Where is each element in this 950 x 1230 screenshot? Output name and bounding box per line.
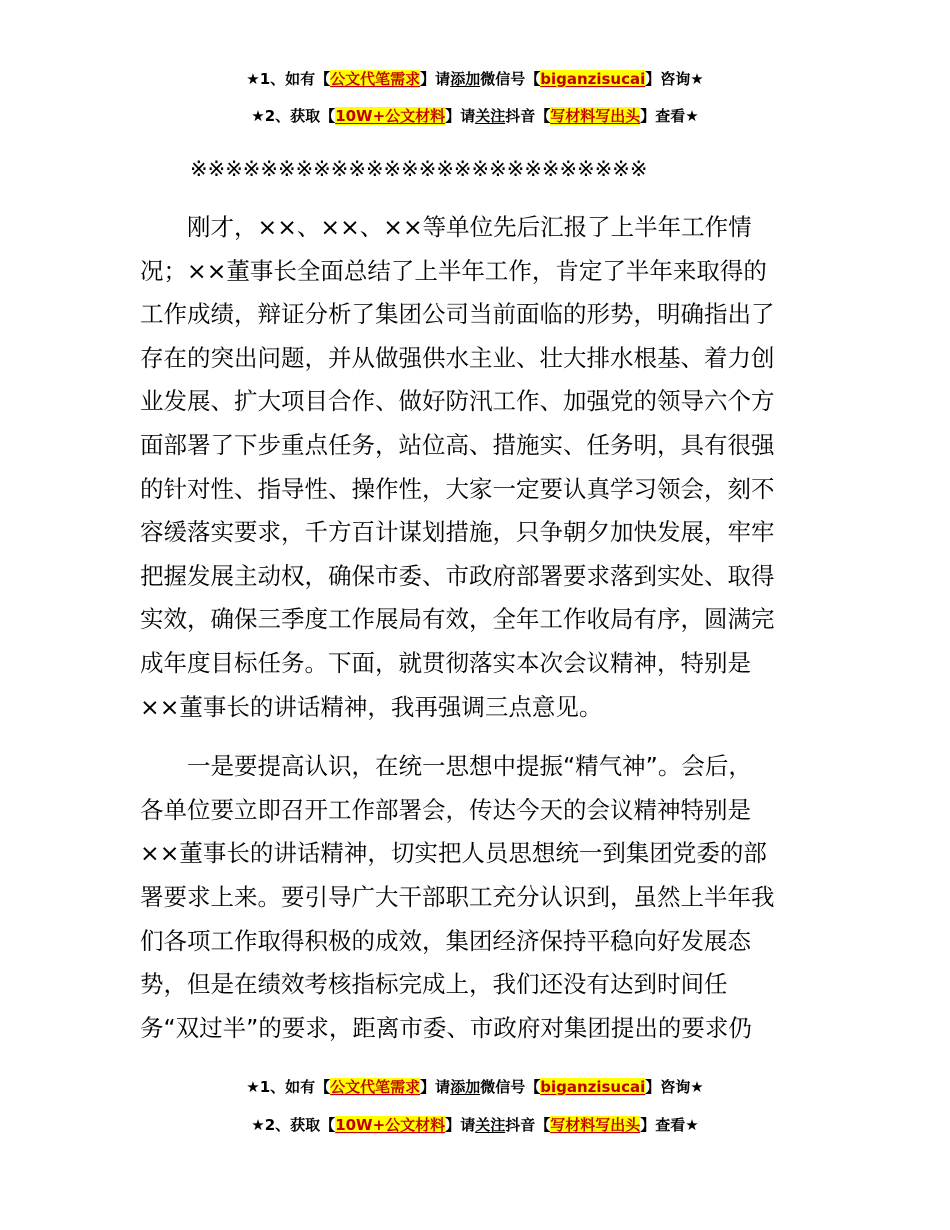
paragraph-line: 署要求上来。要引导广大干部职工充分认识到，虽然上半年我 — [140, 882, 775, 911]
highlight-wechat-id: biganzisucai — [540, 1078, 646, 1096]
highlight-douyin: 写材料写出头 — [550, 107, 641, 125]
paragraph-line: 各单位要立即召开工作部署会，传达今天的会议精神特别是 — [140, 795, 751, 824]
paragraph-1 — [140, 206, 812, 729]
highlight-materials: 10W+公文材料 — [335, 107, 446, 125]
paragraph-line: 况；××董事长全面总结了上半年工作，肯定了半年来取得的 — [140, 256, 767, 285]
paragraph-line: 业发展、扩大项目合作、做好防汛工作、加强党的领导六个方 — [140, 387, 775, 416]
banner-text: 抖音【 — [505, 1116, 551, 1134]
banner-text: 】查看★ — [640, 1116, 699, 1134]
banner-text: 微信号【 — [480, 1078, 541, 1096]
highlight-wechat-id: biganzisucai — [540, 70, 646, 88]
paragraph-line: 面部署了下步重点任务，站位高、措施实、任务明，具有很强 — [140, 430, 775, 459]
underlined-action: 关注 — [475, 1116, 506, 1134]
paragraph-line: 存在的突出问题，并从做强供水主业、壮大排水根基、着力创 — [140, 343, 775, 372]
banner-text: 】请 — [420, 70, 451, 88]
highlight-materials: 10W+公文材料 — [335, 1116, 446, 1134]
paragraph-line: 把握发展主动权，确保市委、市政府部署要求落到实处、取得 — [140, 561, 775, 590]
paragraph-line: 容缓落实要求，千方百计谋划措施，只争朝夕加快发展，牢牢 — [140, 518, 775, 547]
top-banner-line-2 — [0, 106, 950, 126]
bottom-banner-line-1 — [0, 1077, 950, 1097]
paragraph-line: 们各项工作取得积极的成效，集团经济保持平稳向好发展态 — [140, 926, 751, 955]
underlined-action: 关注 — [475, 107, 506, 125]
banner-text: ★1、如有【 — [246, 1078, 331, 1096]
paragraph-line: 刚才，××、××、××等单位先后汇报了上半年工作情 — [187, 213, 752, 241]
paragraph-line: 成年度目标任务。下面，就贯彻落实本次会议精神，特别是 — [140, 648, 751, 677]
banner-text: 】请 — [445, 107, 476, 125]
reference-mark-divider: ※※※※※※※※※※※※※※※※※※※※※※※※※※ — [190, 157, 648, 181]
banner-text: 】咨询★ — [645, 1078, 704, 1096]
banner-text: 抖音【 — [505, 107, 551, 125]
banner-text: ★2、获取【 — [251, 1116, 336, 1134]
bottom-banner-line-2 — [0, 1115, 950, 1135]
paragraph-line: 势，但是在绩效考核指标完成上，我们还没有达到时间任 — [140, 970, 728, 999]
document-body — [140, 206, 812, 1050]
banner-text: 】咨询★ — [645, 70, 704, 88]
banner-text: 】请 — [420, 1078, 451, 1096]
banner-text: ★1、如有【 — [246, 70, 331, 88]
underlined-action: 添加 — [450, 1078, 481, 1096]
highlight-service: 公文代笔需求 — [330, 1078, 421, 1096]
banner-text: 】请 — [445, 1116, 476, 1134]
paragraph-line: 务“双过半”的要求，距离市委、市政府对集团提出的要求仍 — [140, 1013, 752, 1042]
paragraph-line: 工作成绩，辩证分析了集团公司当前面临的形势，明确指出了 — [140, 300, 775, 329]
highlight-service: 公文代笔需求 — [330, 70, 421, 88]
banner-text: 微信号【 — [480, 70, 541, 88]
paragraph-line: 的针对性、指导性、操作性，大家一定要认真学习领会，刻不 — [140, 474, 775, 503]
top-banner-line-1 — [0, 69, 950, 89]
highlight-douyin: 写材料写出头 — [550, 1116, 641, 1134]
banner-text: 】查看★ — [640, 107, 699, 125]
paragraph-line: ××董事长的讲话精神，我再强调三点意见。 — [140, 692, 603, 721]
paragraph-line: ××董事长的讲话精神，切实把人员思想统一到集团党委的部 — [140, 839, 767, 868]
paragraph-line: 一是要提高认识，在统一思想中提振“精气神”。会后， — [187, 752, 752, 781]
banner-text: ★2、获取【 — [251, 107, 336, 125]
paragraph-line: 实效，确保三季度工作展局有效，全年工作收局有序，圆满完 — [140, 605, 775, 634]
paragraph-2 — [140, 745, 812, 1050]
underlined-action: 添加 — [450, 70, 481, 88]
